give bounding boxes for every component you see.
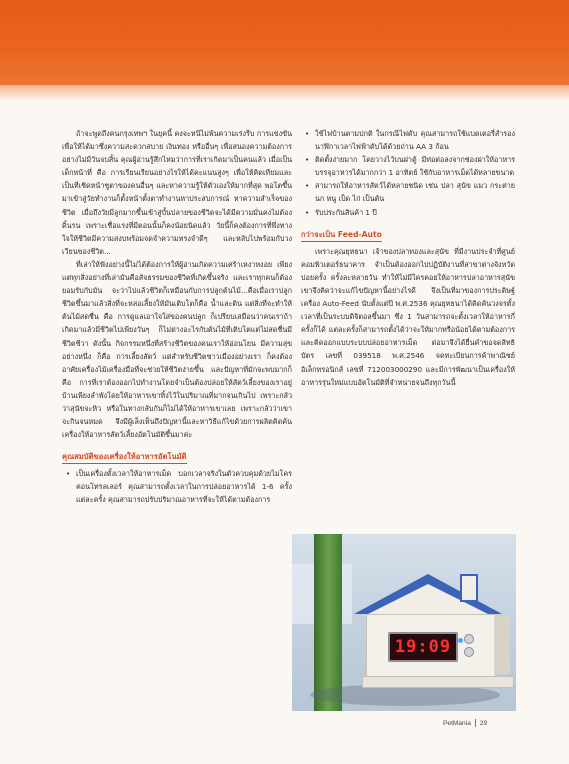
features-heading: คุณสมบัติของเครื่องให้อาหารอัตโนมัติ	[62, 451, 187, 464]
photo-green-stand	[314, 534, 342, 711]
intro-paragraph: ถ้าจะพูดถึงคนกรุงเทพฯ ในยุคนี้ คงจะหนีไม่พ้นความเร่งรีบ การแข่งขันเพื่อให้ได้มาซึ่งความสะดวกสบาย เงินทอง หรืออื่นๆ เพื่อสนองความต้องการอย่างไม่มีวันจบสิ้น คุณผู้อ่านรู้สึกไหมว่าการที่เราเกิดมาเป็นคนแล้ว เมื่อเป็นเด็กหน้าที่ คือ การเรียนเรียนอย่างไรให้ได้คะแนนสูงๆ เพื่อให้คิดเทียมและเป็นที่เชิดหน้าชูตาของคนอื่นๆ และหาความรู้ให้ตัวเองให้มากที่สุด พอโตขึ้นมาเข้าสู่วัยทำงานก็ตั้งหน้าตั้งตาทำงานหาประสบการณ์ หาความสำเร็จของชีวิต เมื่อถึงวัยมีลูกมากขึ้นเข้าสู่บั้นปลายของชีวิตจะได้มีความมั่นคงไม่ต้องดิ้นรน เพราะเชื่อแรงที่มีตอนนั้นก็คงน้อยนิดแล้ว วัยนี้ก็คงต้องการที่พึ่งทางใจให้ชีวิตมีความสงบพร้อมจดจำความทรงจำดีๆ และหลับไปพร้อมกับวงเวียนของชีวิต...	[62, 129, 292, 256]
feeder-clock-display: 19:09	[388, 632, 458, 662]
feeder-side	[494, 616, 510, 674]
feature-bullet: • ใช้ไฟบ้านตามปกติ ในกรณีไฟดับ คุณสามารถใช้แบตเตอรี่สำรองนาฬิกาเวลาไฟฟ้าดับได้ด้วยถ่าน AA 3 ก้อน	[301, 127, 515, 153]
header-fade	[0, 85, 569, 101]
page-footer	[443, 719, 487, 727]
feeder-base	[362, 676, 514, 688]
feeder-button-icon	[464, 634, 474, 644]
feature-bullet: • ติดตั้งง่ายมาก โดยวางไว้บนฝาตู้ มีท่อต่อลงจากช่องฝาให้อาหาร บรรจุอาหารได้มากกว่า 1 อาทิตย์ ใช้กับอาหารเม็ดได้หลายขนาด	[301, 153, 515, 179]
history-heading: กว่าจะเป็น Feed-Auto	[301, 229, 382, 242]
product-photo	[292, 534, 516, 711]
feeder-button-icon	[464, 647, 474, 657]
footer-divider	[475, 719, 476, 727]
feature-bullet: • สามารถให้อาหารสัตว์ได้หลายชนิด เช่น ปลา สุนัข แมว กระต่าย นก หนู เป็ด ไก่ เป็นต้น	[301, 179, 515, 205]
body-paragraph: ที่เล่าให้ฟังอย่างนี้ไม่ได้ต้องการให้ผู้อ่านเกิดความเศร้าเหงาหงอย เพียงแต่ทุกสิ่งอย่างที่เล่ามันคือสัจธรรมของชีวิตที่เกิดขึ้นจริง และเราทุกคนก็ต้องยอมรับกับมัน จะว่าไปแล้วชีวิตก็เหมือนกับการปลูกต้นไม้...คือเมื่อเราปลูกชีวิตขึ้นมาแล้วสิ่งที่จะหล่อเลี้ยงให้มันเติบโตก็คือ น้ำและดิน แต่สิ่งที่จะทำให้ต้นไม้สดชื่น คือ การดูแลเอาใจใส่ของคนปลูก ก็เปรียบเสมือนว่าคนเราถ้าเกิดมาแล้วมีชีวิตไปเพียงวันๆ ก็ไม่ต่างอะไรกับต้นไม้ที่เติบโตแต่ไม่สดชื่นมีชีวิตชีวา ดังนั้น กิจกรรมหนึ่งที่สร้างชีวิตของคนเราให้อ่อนโยน มีความสุขอย่างหนึ่ง ก็คือ การเลี้ยงสัตว์ แต่สำหรับชีวิตชาวเมืองอย่างเรา ก็คงต้องอาศัยเครื่องไม้เครื่องมือที่จะช่วยให้ชีวิตง่ายขึ้น และปัญหาที่มักจะพบมากก็คือ การที่เราต้องออกไปทำงานโดยจำเป็นต้องปล่อยให้สัตว์เลี้ยงของเราอยู่บ้านเพียงลำพังโดยให้อาหารเขาทิ้งไว้ในปริมาณที่มากจนเกินไป เพราะกลัวว่าสุนัขจะหิว หรือในทางกลับกันก็ไม่ได้ให้อาหารเขาเลย เพราะกลัวว่าเขาจะกินจนหมด จึงมีผู้เล็งเห็นถึงปัญหานี้และหาวิธีแก้ไขด้วยการผลิตคิดค้นเครื่องให้อาหารสัตว์เลี้ยงอัตโนมัติขึ้นมาค่ะ	[62, 259, 292, 440]
right-column	[301, 127, 515, 389]
feeder-led-icon	[458, 638, 463, 643]
feeder-chimney	[460, 574, 478, 602]
feature-bullet: • รับประกันสินค้า 1 ปี	[301, 206, 515, 219]
feature-bullet: • เป็นเครื่องตั้งเวลาให้อาหารเม็ด บอกเวลาจริงในตัวควบคุมด้วยไมโครคอนโทรลเลอร์ คุณสามารถตั้งเวลาในการปล่อยอาหารได้ 1-6 ครั้ง แต่ละครั้ง คุณสามารถปรับปริมาณอาหารที่จะให้ได้ตามต้องการ	[62, 467, 292, 506]
left-column	[62, 127, 292, 507]
header-band	[0, 0, 569, 85]
history-paragraph: เพราะคุณยุทธนา เจ้าของปลาทองและสุนัข ที่มีงานประจำที่ศูนย์คอมพิวเตอร์ธนาคาร จำเป็นต้องออกไปปฏิบัติงานที่สาขาต่างจังหวัดบ่อยครั้ง ครั้งละหลายวัน ทำให้ไม่มีใครคอยให้อาหารปลาอาหารสุนัข เขาจึงคิดว่าจะแก้ไขปัญหานี้อย่างไรดี จึงเป็นที่มาของการประดิษฐ์เครื่อง Auto-Feed นับตั้งแต่ปี พ.ศ.2536 คุณยุทธนาได้คิดค้นวงจรตั้งเวลาที่เป็นระบบดิจิตอลขึ้นมา ซึ่ง 1 วันสามารถจะตั้งเวลาให้อาหารกี่ครั้งก็ได้ แต่ละครั้งก็สามารถตั้งได้ว่าจะให้มากหรือน้อยได้ตามต้องการ และคิดออกแบบระบบปล่อยอาหารเม็ด ต่อมาจึงได้ยื่นคำขอจดสิทธิบัตร เลขที่ 039518 พ.ศ.2546 จดทะเบียนการค้าพาณิชย์อิเล็กทรอนิกส์ เลขที่ 712003000290 และมีการพัฒนาเป็นเครื่องให้อาหารรุ่นใหม่แบบอัตโนมัติที่จำหน่ายจนถึงทุกวันนี้	[301, 246, 515, 387]
magazine-name: PetMania	[443, 719, 471, 727]
page-number: 29	[479, 719, 488, 727]
